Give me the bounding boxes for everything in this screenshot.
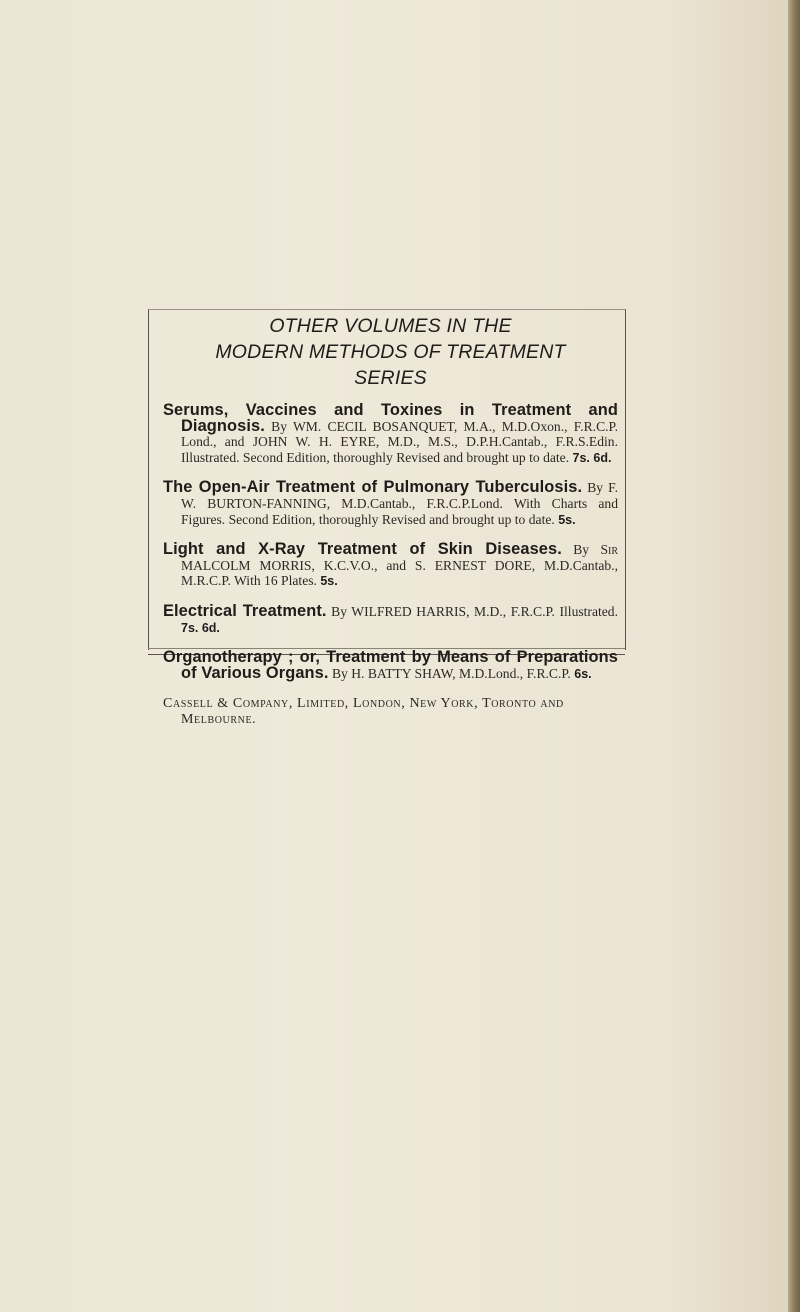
- book-list: [163, 403, 618, 682]
- series-title: [163, 313, 618, 391]
- book-title: Light and X-Ray Treatment of Skin Diseases.: [163, 540, 562, 559]
- book-price: 6s.: [574, 666, 592, 681]
- book-entry: [163, 480, 618, 528]
- book-details-honorific: Sir: [600, 542, 618, 558]
- book-details: By F. W. BURTON-FANNING, M.D.Cantab., F.R.C.P.Lond. With Charts and Figures. Second Edition, thoroughly Revised and brought up to date.: [181, 480, 618, 527]
- book-entry: [163, 403, 618, 466]
- page-edge: [788, 0, 800, 1312]
- book-details: By WM. CECIL BOSANQUET, M.A., M.D.Oxon., F.R.C.P. Lond., and JOHN W. H. EYRE, M.D., M.S., D.P.H.Cantab., F.R.S.Edin. Illustrated. Second Edition, thoroughly Revised and brought up to date.: [181, 418, 618, 465]
- publisher-imprint: Cassell & Company, Limited, London, New York, Toronto and Melbourne.: [163, 696, 564, 728]
- book-details: MALCOLM MORRIS, K.C.V.O., and S. ERNEST DORE, M.D.Cantab., M.R.C.P. With 16 Plates.: [181, 557, 618, 589]
- book-details: By WILFRED HARRIS, M.D., F.R.C.P. Illustrated.: [331, 603, 618, 619]
- book-price: 5s.: [320, 574, 338, 589]
- book-details: By H. BATTY SHAW, M.D.Lond., F.R.C.P.: [331, 665, 571, 681]
- book-price: 5s.: [558, 512, 576, 527]
- book-entry: [163, 542, 618, 590]
- book-price: 7s. 6d.: [181, 620, 220, 635]
- series-title-line: OTHER VOLUMES IN THE: [269, 315, 512, 337]
- book-title: Serums, Vaccines and Toxines in Treatment and Diagnosis.: [163, 401, 618, 435]
- book-details-prefix: By: [573, 542, 590, 558]
- book-title: Organotherapy ; or, Treatment by Means of Preparations of Various Organs.: [163, 648, 618, 682]
- book-title: Electrical Treatment.: [163, 601, 327, 620]
- book-price: 7s. 6d.: [572, 450, 612, 465]
- book-title: The Open-Air Treatment of Pulmonary Tuberculosis.: [163, 478, 583, 497]
- book-entry: [163, 650, 618, 682]
- series-title-line: MODERN METHODS OF TREATMENT: [215, 341, 566, 363]
- series-title-line: SERIES: [354, 367, 427, 389]
- advertisement-content: [163, 313, 618, 728]
- book-entry: [163, 601, 618, 636]
